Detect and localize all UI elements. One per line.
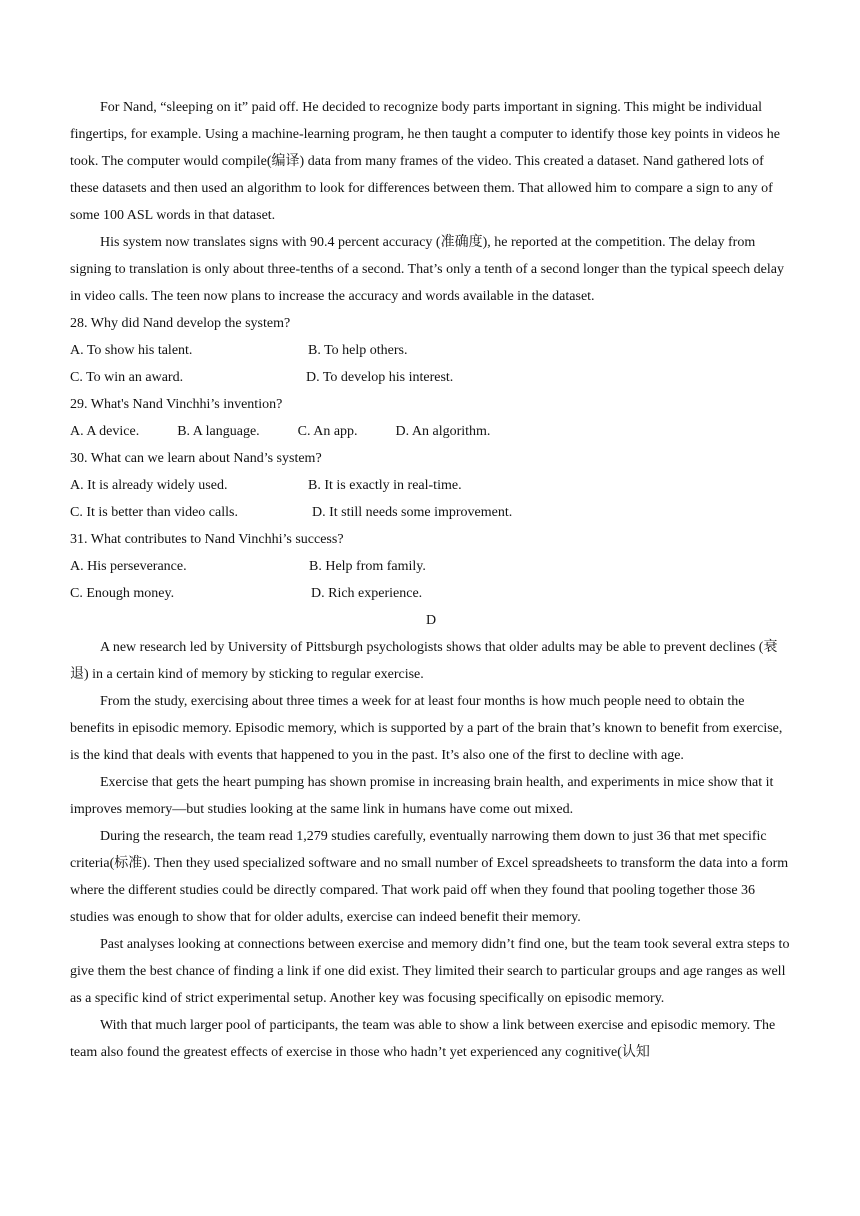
question-29-options-row [70,418,792,445]
question-31-option-a: A. His perseverance. [70,559,187,574]
document-page [70,94,792,1066]
passage-c-paragraph-1: For Nand, “sleeping on it” paid off. He decided to recognize body parts important in signing. This might be individual fingertips, for example. Using a machine-learning program, he then taught a computer to identify those key points in videos he took. The computer would compile(编译) data from many frames of the video. This created a dataset. Nand gathered lots of these datasets and then used an algorithm to look for differences between them. That allowed him to compare a sign to any of some 100 ASL words in that dataset. [70,100,780,223]
passage-d-paragraph-6: With that much larger pool of participants, the team was able to show a link between exercise and episodic memory. The team also found the greatest effects of exercise in those who hadn’t yet experienced any cognitive(认知 [70,1018,776,1060]
passage-d-paragraph-3: Exercise that gets the heart pumping has shown promise in increasing brain health, and experiments in mice show that it improves memory—but studies looking at the same link in humans have come out mixed. [70,775,774,817]
passage-d-paragraph-4: During the research, the team read 1,279 studies carefully, eventually narrowing them down to just 36 that met specific criteria(标准). Then they used specialized software and no small number of Excel spreadsheets to transform the data into a form where the different studies could be directly compared. That work paid off when they found that pooling together those 36 studies was enough to show that for older adults, exercise can indeed benefit their memory. [70,829,789,925]
passage-c-paragraph-2: His system now translates signs with 90.4 percent accuracy (准确度), he reported at the competition. The delay from signing to translation is only about three-tenths of a second. That’s only a tenth of a second longer than the typical speech delay in video calls. The teen now plans to increase the accuracy and words available in the dataset. [70,235,784,304]
question-29-option-c: C. An app. [297,424,358,439]
passage-d-heading: D [425,613,437,628]
question-30-stem: 30. What can we learn about Nand’s system? [70,451,322,466]
question-30-option-a: A. It is already widely used. [70,478,228,493]
question-30-option-c: C. It is better than video calls. [70,505,238,520]
question-28-options-row-2 [70,364,792,391]
question-31-option-d: D. Rich experience. [311,586,423,601]
question-28-option-d: D. To develop his interest. [306,370,454,385]
question-31-options-row-2 [70,580,792,607]
question-30-option-d: D. It still needs some improvement. [312,505,513,520]
passage-d-paragraph-2: From the study, exercising about three times a week for at least four months is how much people need to obtain the benefits in episodic memory. Episodic memory, which is supported by a part of the brain that’s known to benefit from exercise, is the kind that deals with events that happened to you in the past. It’s also one of the first to decline with age. [70,694,783,763]
question-29-option-a: A. A device. [70,424,140,439]
question-28-option-b: B. To help others. [308,343,408,358]
question-30-option-b: B. It is exactly in real-time. [308,478,462,493]
question-28-options-row-1 [70,337,792,364]
question-30-options-row-2 [70,499,792,526]
question-28-option-a: A. To show his talent. [70,343,193,358]
question-31-option-b: B. Help from family. [309,559,426,574]
question-31-option-c: C. Enough money. [70,586,175,601]
question-31-options-row-1 [70,553,792,580]
question-28-stem: 28. Why did Nand develop the system? [70,316,291,331]
question-28-option-c: C. To win an award. [70,370,184,385]
question-29-option-d: D. An algorithm. [395,424,491,439]
question-29-stem: 29. What's Nand Vinchhi’s invention? [70,397,283,412]
passage-d-paragraph-1: A new research led by University of Pittsburgh psychologists shows that older adults may be able to prevent declines (衰退) in a certain kind of memory by sticking to regular exercise. [70,640,778,682]
question-29-option-b: B. A language. [177,424,260,439]
passage-d-paragraph-5: Past analyses looking at connections between exercise and memory didn’t find one, but the team took several extra steps to give them the best chance of finding a link if one did exist. They limited their search to particular groups and age ranges as well as a specific kind of strict experimental setup. Another key was focusing specifically on episodic memory. [70,937,790,1006]
question-31-stem: 31. What contributes to Nand Vinchhi’s success? [70,532,344,547]
question-30-options-row-1 [70,472,792,499]
